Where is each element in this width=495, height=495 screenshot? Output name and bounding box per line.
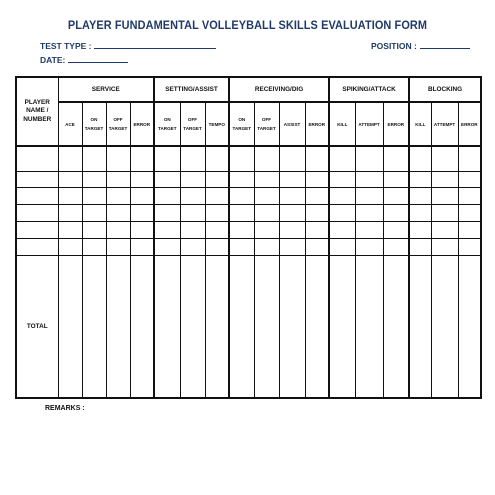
score-cell[interactable] — [130, 205, 154, 222]
score-cell[interactable] — [205, 146, 229, 171]
score-cell[interactable] — [305, 188, 329, 205]
score-cell[interactable] — [279, 222, 305, 239]
score-cell[interactable] — [205, 255, 229, 398]
score-cell[interactable] — [229, 146, 254, 171]
score-cell[interactable] — [82, 255, 106, 398]
score-cell[interactable] — [106, 255, 130, 398]
subcolumn-header: ERROR — [130, 102, 154, 146]
score-cell[interactable] — [254, 238, 279, 255]
subcolumn-header: ASSIST — [279, 102, 305, 146]
score-cell[interactable] — [82, 205, 106, 222]
table-row — [16, 222, 481, 239]
date-label: DATE: — [40, 55, 66, 65]
score-cell[interactable] — [106, 238, 130, 255]
score-cell[interactable] — [431, 205, 458, 222]
form-title: PLAYER FUNDAMENTAL VOLLEYBALL SKILLS EVALUATION FORM — [67, 20, 428, 32]
score-cell[interactable] — [254, 188, 279, 205]
score-cell[interactable] — [409, 255, 431, 398]
player-name-cell[interactable] — [16, 205, 58, 222]
score-cell[interactable] — [279, 205, 305, 222]
table-row — [16, 146, 481, 171]
score-cell[interactable] — [58, 238, 82, 255]
score-cell[interactable] — [58, 222, 82, 239]
score-cell[interactable] — [154, 205, 180, 222]
score-cell[interactable] — [205, 238, 229, 255]
score-cell[interactable] — [329, 146, 355, 171]
total-label: TOTAL — [16, 255, 58, 398]
score-cell[interactable] — [58, 188, 82, 205]
player-name-cell[interactable] — [16, 171, 58, 188]
group-header: SERVICE — [58, 77, 154, 102]
score-cell[interactable] — [180, 222, 205, 239]
subcolumn-header: OFF TARGET — [254, 102, 279, 146]
score-cell[interactable] — [106, 171, 130, 188]
subcolumn-header: TEMPO — [205, 102, 229, 146]
score-cell[interactable] — [58, 205, 82, 222]
score-cell[interactable] — [431, 188, 458, 205]
score-cell[interactable] — [180, 188, 205, 205]
subcolumn-header: ON TARGET — [82, 102, 106, 146]
score-cell[interactable] — [355, 171, 383, 188]
score-cell[interactable] — [82, 222, 106, 239]
score-cell[interactable] — [329, 188, 355, 205]
score-cell[interactable] — [130, 255, 154, 398]
subcolumn-header: ERROR — [305, 102, 329, 146]
test-type-label: TEST TYPE : — [40, 41, 92, 51]
subcolumn-header: ERROR — [383, 102, 409, 146]
score-cell[interactable] — [229, 238, 254, 255]
score-cell[interactable] — [409, 146, 431, 171]
subcolumn-header: KILL — [409, 102, 431, 146]
score-cell[interactable] — [205, 188, 229, 205]
score-cell[interactable] — [82, 188, 106, 205]
score-cell[interactable] — [355, 188, 383, 205]
score-cell[interactable] — [180, 171, 205, 188]
score-cell[interactable] — [254, 205, 279, 222]
score-cell[interactable] — [409, 205, 431, 222]
score-cell[interactable] — [130, 238, 154, 255]
score-cell[interactable] — [409, 238, 431, 255]
total-row — [16, 255, 481, 398]
score-cell[interactable] — [130, 188, 154, 205]
score-cell[interactable] — [305, 238, 329, 255]
score-cell[interactable] — [154, 146, 180, 171]
table-row — [16, 238, 481, 255]
score-cell[interactable] — [154, 188, 180, 205]
subcolumn-header: ATTEMPT — [431, 102, 458, 146]
score-cell[interactable] — [279, 238, 305, 255]
group-header: BLOCKING — [409, 77, 481, 102]
score-cell[interactable] — [409, 171, 431, 188]
score-cell[interactable] — [458, 238, 481, 255]
score-cell[interactable] — [458, 222, 481, 239]
remarks-label: REMARKS : — [45, 405, 85, 412]
score-cell[interactable] — [329, 222, 355, 239]
score-cell[interactable] — [305, 146, 329, 171]
score-cell[interactable] — [205, 205, 229, 222]
score-cell[interactable] — [279, 188, 305, 205]
group-header: SPIKING/ATTACK — [329, 77, 409, 102]
score-cell[interactable] — [154, 238, 180, 255]
score-cell[interactable] — [82, 238, 106, 255]
subcolumn-header: ON TARGET — [154, 102, 180, 146]
score-cell[interactable] — [355, 222, 383, 239]
subcolumn-header: OFF TARGET — [180, 102, 205, 146]
score-cell[interactable] — [106, 222, 130, 239]
score-cell[interactable] — [254, 171, 279, 188]
score-cell[interactable] — [180, 255, 205, 398]
score-cell[interactable] — [329, 171, 355, 188]
score-cell[interactable] — [431, 146, 458, 171]
score-cell[interactable] — [409, 222, 431, 239]
test-type-field — [40, 40, 216, 51]
score-cell[interactable] — [458, 205, 481, 222]
date-field — [40, 54, 128, 65]
evaluation-table — [15, 76, 482, 399]
score-cell[interactable] — [431, 238, 458, 255]
score-cell[interactable] — [106, 146, 130, 171]
score-cell[interactable] — [229, 222, 254, 239]
score-cell[interactable] — [431, 222, 458, 239]
score-cell[interactable] — [130, 146, 154, 171]
date-input[interactable] — [68, 54, 128, 63]
score-cell[interactable] — [383, 188, 409, 205]
score-cell[interactable] — [383, 222, 409, 239]
score-cell[interactable] — [305, 255, 329, 398]
score-cell[interactable] — [58, 255, 82, 398]
score-cell[interactable] — [82, 146, 106, 171]
score-cell[interactable] — [58, 146, 82, 171]
score-cell[interactable] — [130, 171, 154, 188]
score-cell[interactable] — [106, 205, 130, 222]
position-input[interactable] — [420, 40, 470, 49]
score-cell[interactable] — [329, 238, 355, 255]
score-cell[interactable] — [279, 171, 305, 188]
position-label: POSITION : — [371, 41, 417, 51]
score-cell[interactable] — [254, 222, 279, 239]
score-cell[interactable] — [229, 188, 254, 205]
table-row — [16, 171, 481, 188]
score-cell[interactable] — [205, 171, 229, 188]
score-cell[interactable] — [458, 255, 481, 398]
score-cell[interactable] — [180, 205, 205, 222]
score-cell[interactable] — [180, 238, 205, 255]
score-cell[interactable] — [329, 255, 355, 398]
table-row — [16, 188, 481, 205]
player-name-cell[interactable] — [16, 238, 58, 255]
score-cell[interactable] — [458, 171, 481, 188]
score-cell[interactable] — [355, 255, 383, 398]
group-header: SETTING/ASSIST — [154, 77, 229, 102]
score-cell[interactable] — [154, 171, 180, 188]
score-cell[interactable] — [355, 205, 383, 222]
score-cell[interactable] — [383, 255, 409, 398]
score-cell[interactable] — [130, 222, 154, 239]
subcolumn-header: ATTEMPT — [355, 102, 383, 146]
score-cell[interactable] — [180, 146, 205, 171]
score-cell[interactable] — [58, 171, 82, 188]
score-cell[interactable] — [305, 171, 329, 188]
player-name-cell[interactable] — [16, 146, 58, 171]
score-cell[interactable] — [383, 171, 409, 188]
score-cell[interactable] — [154, 255, 180, 398]
score-cell[interactable] — [383, 146, 409, 171]
score-cell[interactable] — [229, 171, 254, 188]
score-cell[interactable] — [254, 146, 279, 171]
subcolumn-header: ON TARGET — [229, 102, 254, 146]
score-cell[interactable] — [458, 188, 481, 205]
subcolumn-header: ACE — [58, 102, 82, 146]
score-cell[interactable] — [329, 205, 355, 222]
player-name-cell[interactable] — [16, 188, 58, 205]
score-cell[interactable] — [229, 205, 254, 222]
score-cell[interactable] — [279, 255, 305, 398]
score-cell[interactable] — [279, 146, 305, 171]
test-type-input[interactable] — [94, 40, 216, 49]
subcolumn-header: ERROR — [458, 102, 481, 146]
score-cell[interactable] — [383, 205, 409, 222]
score-cell[interactable] — [431, 171, 458, 188]
score-cell[interactable] — [305, 222, 329, 239]
player-name-cell[interactable] — [16, 222, 58, 239]
score-cell[interactable] — [154, 222, 180, 239]
position-field — [371, 40, 470, 51]
score-cell[interactable] — [409, 188, 431, 205]
score-cell[interactable] — [458, 146, 481, 171]
score-cell[interactable] — [355, 146, 383, 171]
score-cell[interactable] — [305, 205, 329, 222]
subcolumn-header: OFF TARGET — [106, 102, 130, 146]
score-cell[interactable] — [254, 255, 279, 398]
score-cell[interactable] — [383, 238, 409, 255]
score-cell[interactable] — [229, 255, 254, 398]
table-row — [16, 205, 481, 222]
score-cell[interactable] — [355, 238, 383, 255]
player-header: PLAYER NAME / NUMBER — [16, 77, 58, 146]
group-header: RECEIVING/DIG — [229, 77, 329, 102]
subcolumn-header: KILL — [329, 102, 355, 146]
score-cell[interactable] — [106, 188, 130, 205]
score-cell[interactable] — [431, 255, 458, 398]
score-cell[interactable] — [205, 222, 229, 239]
score-cell[interactable] — [82, 171, 106, 188]
